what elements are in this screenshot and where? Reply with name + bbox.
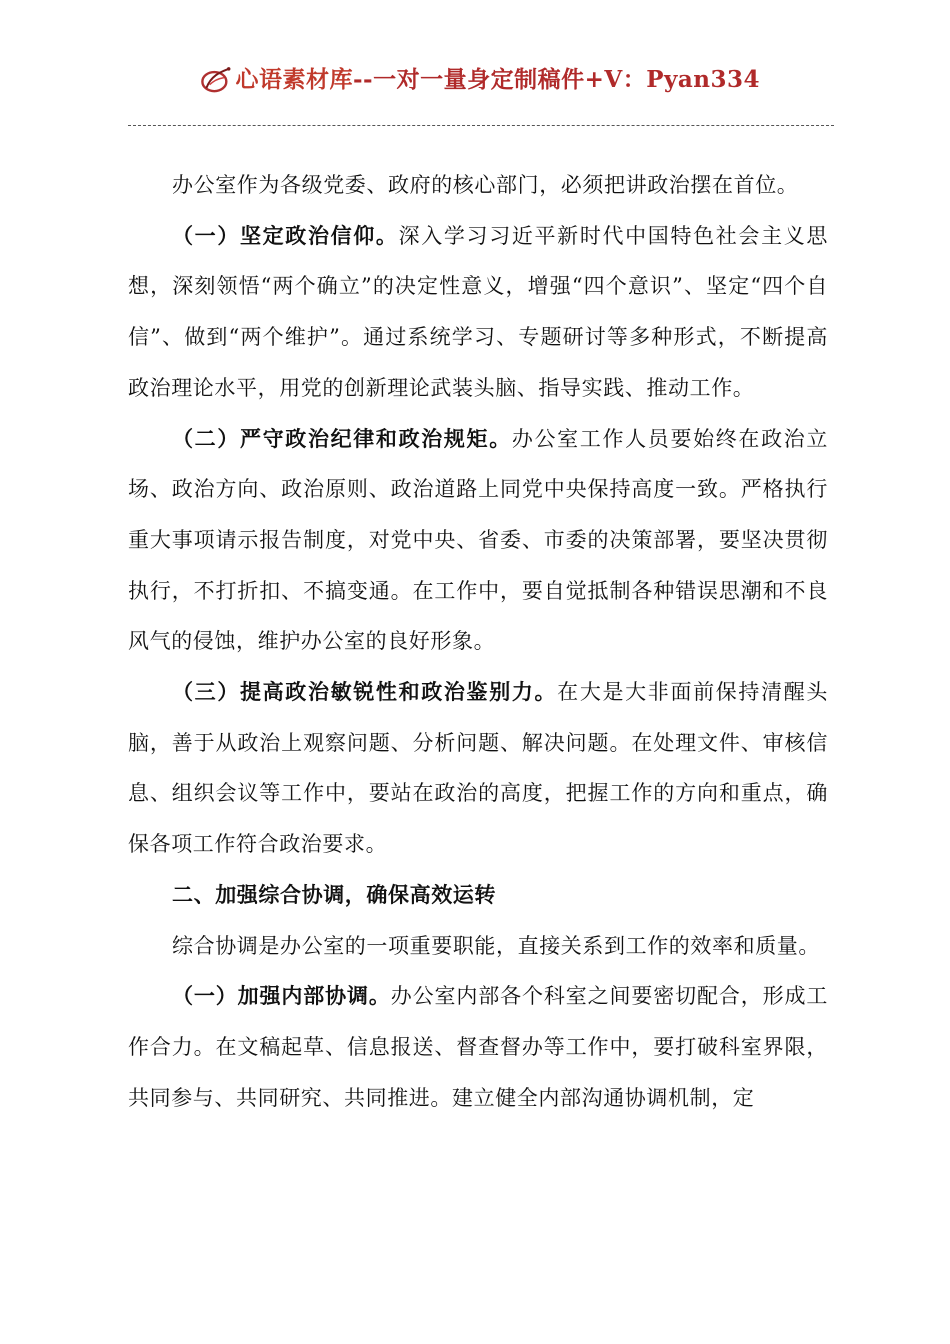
header-slogan: 一对一量身定制稿件+V： — [373, 66, 647, 93]
paragraph — [128, 414, 828, 668]
paragraph-text: 综合协调是办公室的一项重要职能，直接关系到工作的效率和质量。 — [172, 933, 820, 958]
paragraph-text: 办公室工作人员要始终在政治立场、政治方向、政治原则、政治道路上同党中央保持高度一致。严格执行重大事项请示报告制度，对党中央、省委、市委的决策部署，要坚决贯彻执行，不打折扣、不搞变通。在工作中，要自觉抵制各种错误思潮和不良风气的侵蚀，维护办公室的良好形象。 — [128, 426, 828, 654]
document-body — [128, 160, 828, 1123]
paragraph — [128, 211, 828, 414]
section-heading-text: 二、加强综合协调，确保高效运转 — [172, 881, 496, 907]
paragraph — [128, 921, 828, 972]
paragraph — [128, 160, 828, 211]
header-separator: -- — [352, 66, 374, 93]
header-divider — [128, 125, 834, 126]
paragraph-lead: （一）加强内部协调。 — [172, 983, 391, 1009]
paragraph-lead: （一）坚定政治信仰。 — [172, 222, 399, 248]
paragraph-text: 办公室作为各级党委、政府的核心部门，必须把讲政治摆在首位。 — [172, 173, 799, 197]
paragraph-lead: （三）提高政治敏锐性和政治鉴别力。 — [172, 679, 558, 705]
paragraph-text: 办公室内部各个科室之间要密切配合，形成工作合力。在文稿起草、信息报送、督查督办等工作中，要打破科室界限，共同参与、共同研究、共同推进。建立健全内部沟通协调机制，定 — [128, 984, 829, 1110]
paragraph — [128, 667, 828, 870]
header-wechat-id: Pyan334 — [646, 66, 760, 93]
paragraph-lead: （二）严守政治纪律和政治规矩。 — [172, 425, 512, 451]
paragraph-text: 深入学习习近平新时代中国特色社会主义思想，深刻领悟“两个确立”的决定性意义，增强“四个意识”、坚定“四个自信”、做到“两个维护”。通过系统学习、专题研讨等多种形式，不断提高政治理论水平，用党的创新理论武装头脑、指导实践、推动工作。 — [128, 223, 829, 400]
page-header — [200, 58, 760, 102]
section-heading — [128, 870, 828, 921]
header-brand: 心语素材库 — [235, 66, 353, 93]
paragraph-text: 在大是大非面前保持清醒头脑，善于从政治上观察问题、分析问题、解决问题。在处理文件、审核信息、组织会议等工作中，要站在政治的高度，把握工作的方向和重点，确保各项工作符合政治要求。 — [128, 680, 828, 857]
logo-swirl-icon — [200, 60, 233, 100]
paragraph — [128, 971, 828, 1123]
header-title — [235, 60, 760, 100]
